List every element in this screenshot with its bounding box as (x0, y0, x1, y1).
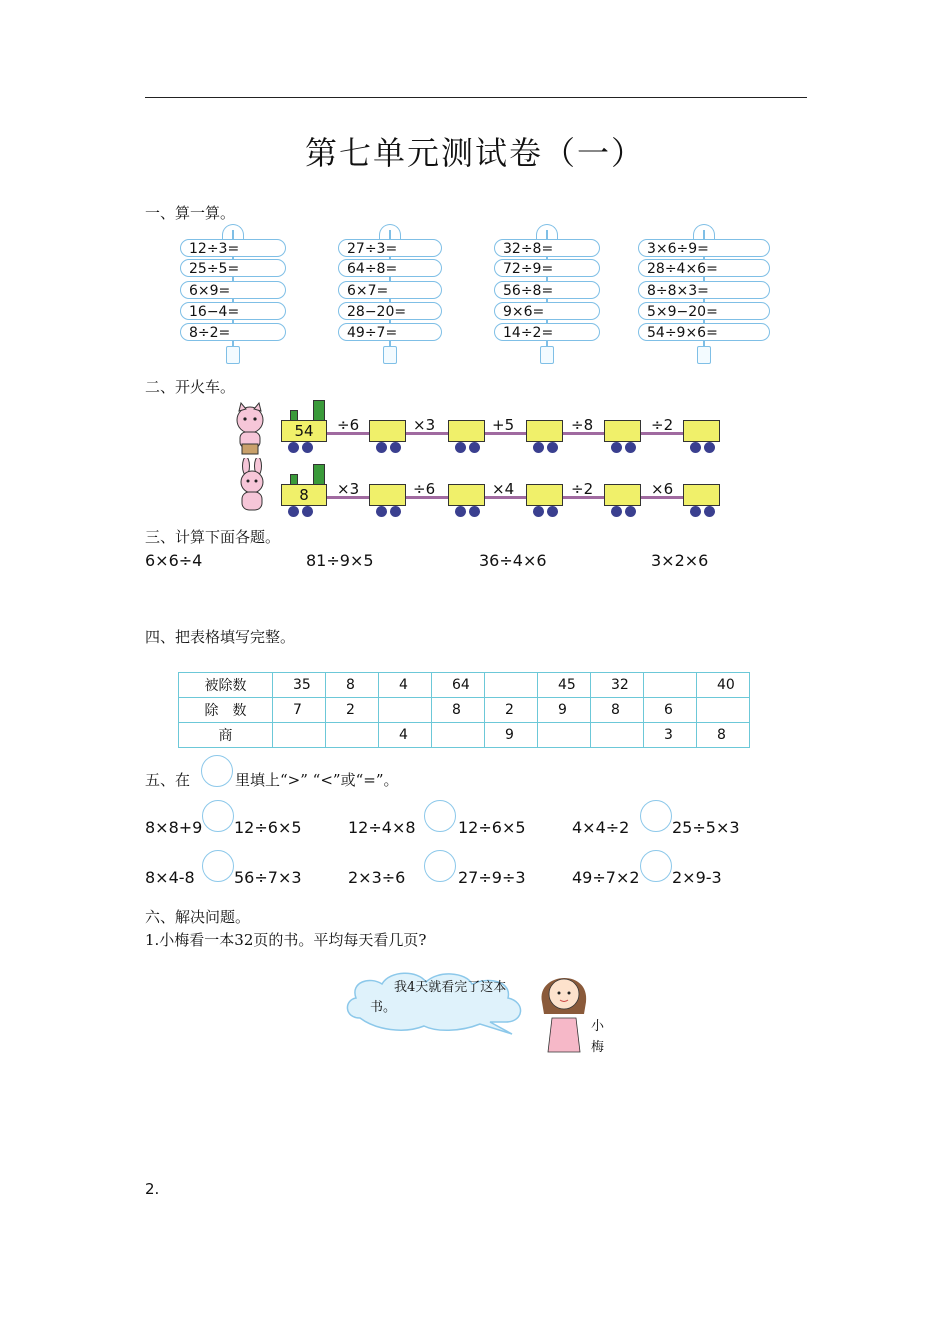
table-cell[interactable]: 40 (697, 673, 750, 698)
table-cell[interactable] (273, 723, 326, 748)
calc-card-item[interactable]: 54÷9×6= (638, 323, 770, 341)
card-hook (536, 224, 558, 239)
rabbit-icon (232, 458, 272, 512)
calc-card-item[interactable]: 72÷9= (494, 259, 600, 277)
cup-icon (383, 346, 397, 364)
engine-cab (313, 400, 325, 422)
wheel-icon (690, 506, 701, 517)
wheel-icon (611, 442, 622, 453)
train-car[interactable] (369, 420, 406, 442)
table-cell[interactable] (432, 723, 485, 748)
table-row (179, 723, 750, 748)
table-cell[interactable] (485, 673, 538, 698)
compare-right: 2×9-3 (672, 868, 722, 887)
compare-right: 12÷6×5 (458, 818, 526, 837)
table-cell[interactable]: 2 (326, 698, 379, 723)
wheel-icon (547, 442, 558, 453)
calc-card-item[interactable]: 5×9−20= (638, 302, 770, 320)
compare-left: 2×3÷6 (348, 868, 406, 887)
row-label: 被除数 (179, 673, 273, 698)
section-4-heading: 四、把表格填写完整。 (145, 628, 296, 646)
train-car[interactable] (683, 484, 720, 506)
compare-circle[interactable] (202, 800, 234, 832)
table-cell[interactable]: 4 (379, 673, 432, 698)
wheel-icon (302, 442, 313, 453)
wheel-icon (533, 506, 544, 517)
train-operator: ÷6 (337, 416, 360, 434)
calc-card-item[interactable]: 28−20= (338, 302, 442, 320)
section-3-heading: 三、计算下面各题。 (145, 528, 281, 546)
table-cell[interactable]: 8 (432, 698, 485, 723)
table-cell[interactable]: 64 (432, 673, 485, 698)
compare-left: 8×4-8 (145, 868, 195, 887)
wheel-icon (704, 506, 715, 517)
cup-icon (226, 346, 240, 364)
cup-icon (697, 346, 711, 364)
wheel-icon (625, 506, 636, 517)
table-cell[interactable] (379, 698, 432, 723)
section-2-heading: 二、开火车。 (145, 378, 236, 396)
compare-left: 8×8+9 (145, 818, 203, 837)
table-cell[interactable]: 9 (538, 698, 591, 723)
calc-item-3: 36÷4×6 (479, 551, 547, 570)
section-1-heading: 一、算一算。 (145, 204, 236, 222)
wheel-icon (625, 442, 636, 453)
compare-circle[interactable] (424, 800, 456, 832)
table-cell[interactable]: 8 (326, 673, 379, 698)
train-operator: ×3 (413, 416, 436, 434)
card-hook (379, 224, 401, 239)
wheel-icon (390, 442, 401, 453)
speech-text: 我4天就看完了这本书。 (370, 980, 507, 1015)
section-5-heading-pre: 五、在 (145, 771, 191, 789)
compare-left: 4×4÷2 (572, 818, 630, 837)
compare-left: 12÷4×8 (348, 818, 416, 837)
train-car[interactable] (604, 484, 641, 506)
section-5-heading-post: 里填上“>” “<”或“=”。 (235, 771, 399, 789)
cup-icon (540, 346, 554, 364)
table-cell[interactable]: 32 (591, 673, 644, 698)
wheel-icon (455, 506, 466, 517)
cat-icon (228, 402, 274, 456)
compare-circle-example (201, 755, 233, 787)
table-cell[interactable]: 35 (273, 673, 326, 698)
train-car[interactable] (526, 420, 563, 442)
top-rule (145, 97, 807, 98)
calc-card-item[interactable]: 8÷8×3= (638, 281, 770, 299)
row-label: 商 (179, 723, 273, 748)
table-cell[interactable]: 8 (591, 698, 644, 723)
wheel-icon (704, 442, 715, 453)
train-operator: +5 (492, 416, 515, 434)
calc-card-item[interactable]: 14÷2= (494, 323, 600, 341)
calc-item-4: 3×2×6 (651, 551, 709, 570)
wheel-icon (288, 442, 299, 453)
wheel-icon (455, 442, 466, 453)
compare-right: 25÷5×3 (672, 818, 740, 837)
train-operator: ×3 (337, 480, 360, 498)
wheel-icon (390, 506, 401, 517)
train-car[interactable] (683, 420, 720, 442)
wheel-icon (469, 506, 480, 517)
table-cell[interactable]: 7 (273, 698, 326, 723)
girl-name: 小梅 (591, 1019, 605, 1055)
train-car[interactable] (604, 420, 641, 442)
train-engine[interactable]: 54 (281, 420, 327, 442)
division-table (178, 672, 750, 748)
wheel-icon (302, 506, 313, 517)
calc-item-1: 6×6÷4 (145, 551, 203, 570)
calc-card-item[interactable]: 32÷8= (494, 239, 600, 257)
train-car[interactable] (448, 484, 485, 506)
wheel-icon (376, 506, 387, 517)
table-cell[interactable]: 8 (697, 723, 750, 748)
card-hook (693, 224, 715, 239)
calc-item-2: 81÷9×5 (306, 551, 374, 570)
wheel-icon (547, 506, 558, 517)
compare-circle[interactable] (202, 850, 234, 882)
table-cell[interactable]: 3 (644, 723, 697, 748)
table-cell[interactable]: 6 (644, 698, 697, 723)
calc-card-item[interactable]: 8÷2= (180, 323, 286, 341)
table-cell[interactable] (591, 723, 644, 748)
train-operator: ÷6 (413, 480, 436, 498)
section-6-heading: 六、解决问题。 (145, 908, 251, 926)
question-1: 1.小梅看一本32页的书。平均每天看几页? (145, 931, 427, 949)
table-cell[interactable] (326, 723, 379, 748)
wheel-icon (690, 442, 701, 453)
train-operator: ÷8 (571, 416, 594, 434)
compare-circle[interactable] (640, 850, 672, 882)
compare-left: 49÷7×2 (572, 868, 640, 887)
compare-circle[interactable] (424, 850, 456, 882)
table-cell[interactable]: 45 (538, 673, 591, 698)
compare-right: 27÷9÷3 (458, 868, 526, 887)
calc-card-item[interactable]: 28÷4×6= (638, 259, 770, 277)
question-2: 2. (145, 1180, 160, 1198)
page-title: 第七单元测试卷（一） (304, 134, 645, 172)
calc-card-item[interactable]: 3×6÷9= (638, 239, 770, 257)
calc-card-item[interactable]: 64÷8= (338, 259, 442, 277)
table-cell[interactable] (697, 698, 750, 723)
wheel-icon (469, 442, 480, 453)
table-row (179, 673, 750, 698)
table-cell[interactable] (538, 723, 591, 748)
calc-card-item[interactable]: 56÷8= (494, 281, 600, 299)
train-car[interactable] (448, 420, 485, 442)
calc-card-item[interactable]: 49÷7= (338, 323, 442, 341)
compare-right: 56÷7×3 (234, 868, 302, 887)
table-cell[interactable]: 4 (379, 723, 432, 748)
train-operator: ÷2 (651, 416, 674, 434)
card-hook (222, 224, 244, 239)
row-label: 除 数 (179, 698, 273, 723)
calc-card-item[interactable]: 6×7= (338, 281, 442, 299)
train-car[interactable] (526, 484, 563, 506)
train-operator: ×6 (651, 480, 674, 498)
table-cell[interactable]: 2 (485, 698, 538, 723)
calc-card-item[interactable]: 6×9= (180, 281, 286, 299)
compare-right: 12÷6×5 (234, 818, 302, 837)
calc-card-item[interactable]: 25÷5= (180, 259, 286, 277)
girl-icon (534, 962, 594, 1056)
wheel-icon (376, 442, 387, 453)
table-cell[interactable] (644, 673, 697, 698)
calc-card-item[interactable]: 27÷3= (338, 239, 442, 257)
calc-card-item[interactable]: 9×6= (494, 302, 600, 320)
table-cell[interactable]: 9 (485, 723, 538, 748)
compare-circle[interactable] (640, 800, 672, 832)
engine-cab (313, 464, 325, 486)
train-operator: ÷2 (571, 480, 594, 498)
wheel-icon (533, 442, 544, 453)
train-operator: ×4 (492, 480, 515, 498)
calc-card-item[interactable]: 16−4= (180, 302, 286, 320)
table-row (179, 698, 750, 723)
wheel-icon (611, 506, 622, 517)
wheel-icon (288, 506, 299, 517)
train-engine[interactable]: 8 (281, 484, 327, 506)
calc-card-item[interactable]: 12÷3= (180, 239, 286, 257)
train-car[interactable] (369, 484, 406, 506)
